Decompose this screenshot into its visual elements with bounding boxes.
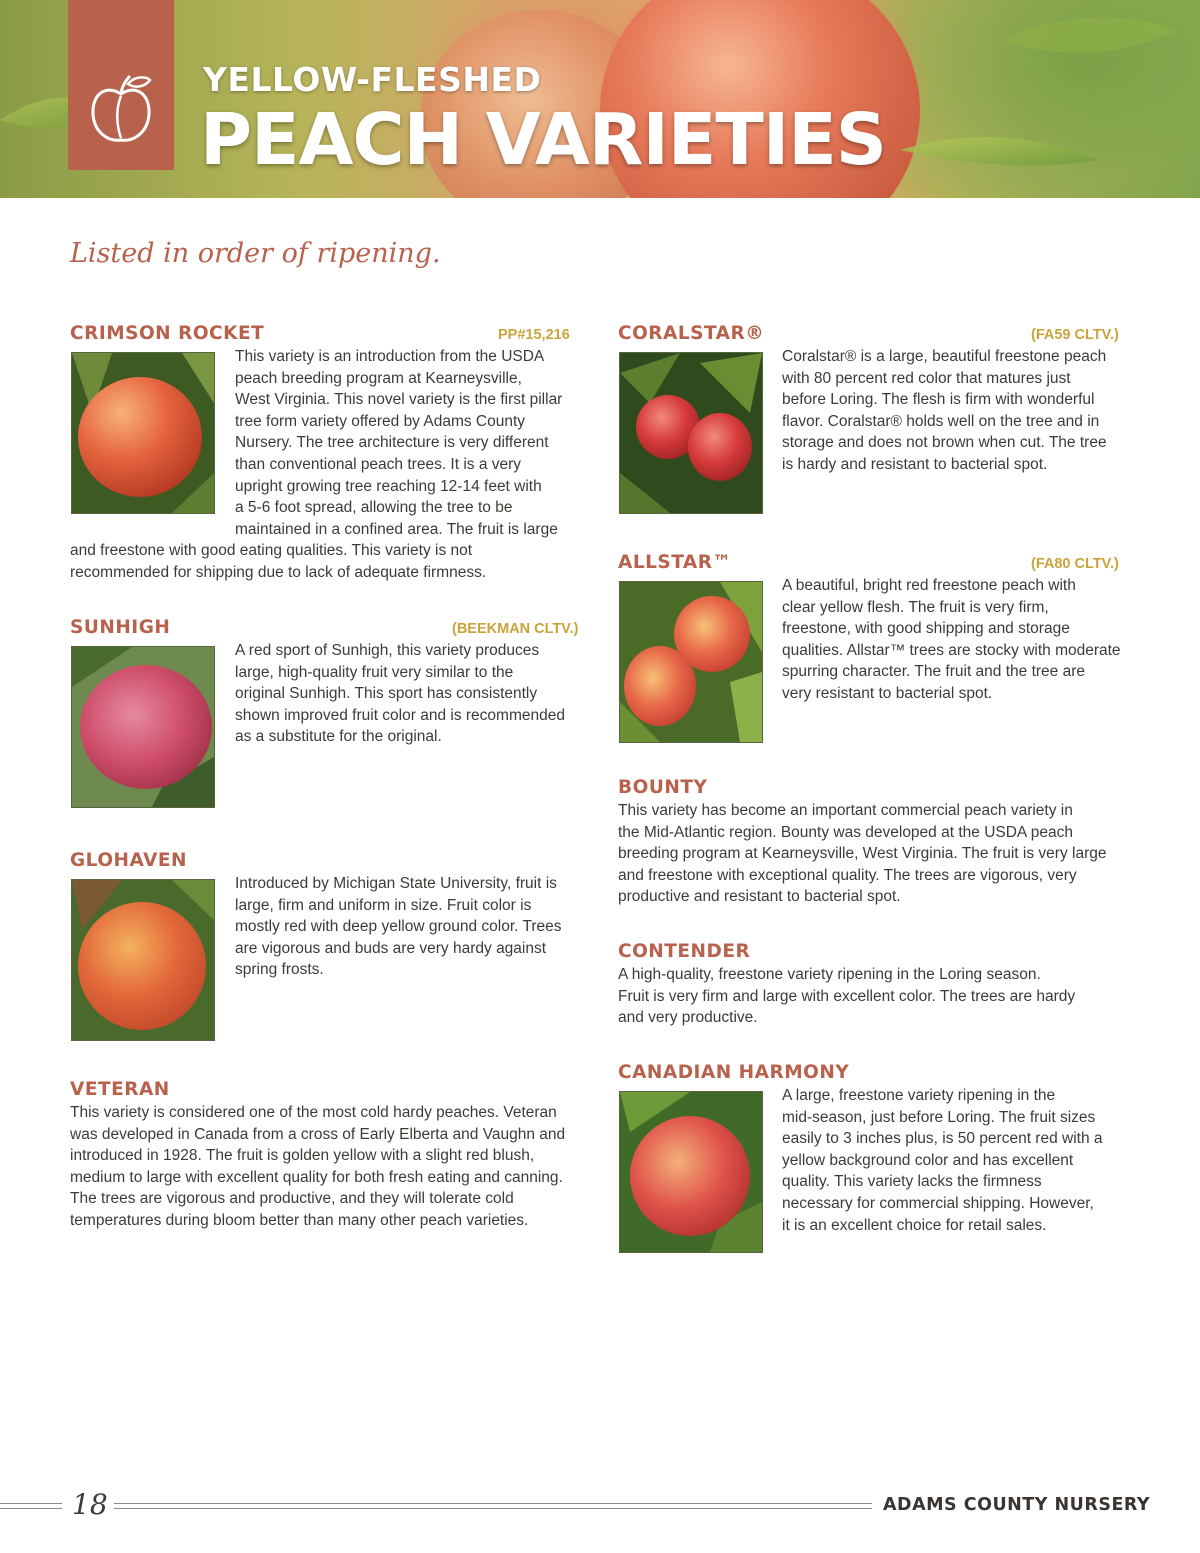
variety-description: A high-quality, freestone variety ripening in the Loring season. Fruit is very firm and large with excellent color. The trees are hardy and very productive. (618, 966, 1076, 1027)
variety-code: (FA59 CLTV.) (1031, 327, 1119, 343)
page-number: 18 (72, 1488, 108, 1521)
variety-code: PP#15,216 (498, 327, 570, 343)
variety-description: A large, freestone variety ripening in the mid-season, just before Loring. The fruit sizes easily to 3 inches plus, is 50 percent red with a yellow background color and has excellent quality. This variety lacks the firmness necessary for commercial shipping. However, it is an excellent choice for retail sales. (782, 1087, 1103, 1234)
variety-description: Coralstar® is a large, beautiful freestone peach with 80 percent red color that matures just before Loring. The flesh is firm with wonderful flavor. Coralstar® holds well on the tree and in storage and does not brown when cut. The tree is hardy and resistant to bacterial spot. (782, 348, 1107, 473)
variety-code: (BEEKMAN CLTV.) (452, 621, 579, 637)
variety-photo (71, 352, 215, 514)
variety-photo (619, 352, 763, 514)
variety-description: Introduced by Michigan State University, fruit is large, firm and uniform in size. Fruit color is mostly red with deep yellow ground color. Trees are vigorous and buds are very hardy against spring frosts. (235, 875, 562, 979)
variety-title: CONTENDER (618, 941, 751, 962)
variety-photo (71, 646, 215, 808)
header-subtitle: YELLOW-FLESHED (203, 60, 542, 99)
variety-title: CRIMSON ROCKET (70, 323, 265, 344)
variety-title: CORALSTAR® (618, 323, 765, 344)
variety-title: VETERAN (70, 1079, 170, 1100)
brand-name: ADAMS COUNTY NURSERY (883, 1495, 1151, 1515)
variety-title: BOUNTY (618, 777, 708, 798)
variety-description-continued: and freestone with good eating qualities. This variety is not recommended for shipping due to lack of adequate firmness. (70, 542, 487, 581)
variety-description: This variety has become an important commercial peach variety in the Mid-Atlantic region. Bounty was developed at the USDA peach breeding program at Kearneysville, West Virginia. The fruit is very large and freestone with exceptional quality. The trees are vigorous, very productive and resistant to bacterial spot. (618, 802, 1107, 906)
header-banner (0, 0, 1200, 198)
tagline: Listed in order of ripening. (70, 238, 441, 269)
footer-divider (0, 1503, 62, 1509)
variety-title: CANADIAN HARMONY (618, 1062, 850, 1083)
variety-title: GLOHAVEN (70, 850, 188, 871)
variety-description: A beautiful, bright red freestone peach with clear yellow flesh. The fruit is very firm, freestone, with good shipping and storage qualities. Allstar™ trees are stocky with moderate spurring character. The fruit and the tree are very resistant to bacterial spot. (782, 577, 1121, 702)
variety-description: This variety is an introduction from the USDA peach breeding program at Kearneysville, West Virginia. This novel variety is the first pillar tree form variety offered by Adams County Nursery. The tree architecture is very different than conventional peach trees. It is a very upright growing tree reaching 12-14 feet with a 5-6 foot spread, allowing the tree to be maintained in a confined area. The fruit is large (235, 348, 563, 538)
variety-photo (71, 879, 215, 1041)
variety-description: A red sport of Sunhigh, this variety produces large, high-quality fruit very similar to the original Sunhigh. This sport has consistently shown improved fruit color and is recommended as a substitute for the original. (235, 642, 565, 746)
footer-divider (114, 1503, 872, 1509)
variety-title: SUNHIGH (70, 617, 171, 638)
page-title: PEACH VARIETIES (200, 98, 886, 181)
peach-icon (88, 72, 154, 146)
variety-code: (FA80 CLTV.) (1031, 556, 1119, 572)
variety-photo (619, 1091, 763, 1253)
variety-photo (619, 581, 763, 743)
variety-description: This variety is considered one of the most cold hardy peaches. Veteran was developed in Canada from a cross of Early Elberta and Vaughn and introduced in 1928. The fruit is golden yellow with a slight red blush, medium to large with excellent quality for both fresh eating and canning. The trees are vigorous and productive, and they will tolerate cold temperatures during bloom better than many other peach varieties. (70, 1104, 566, 1229)
variety-title: ALLSTAR™ (618, 552, 732, 573)
